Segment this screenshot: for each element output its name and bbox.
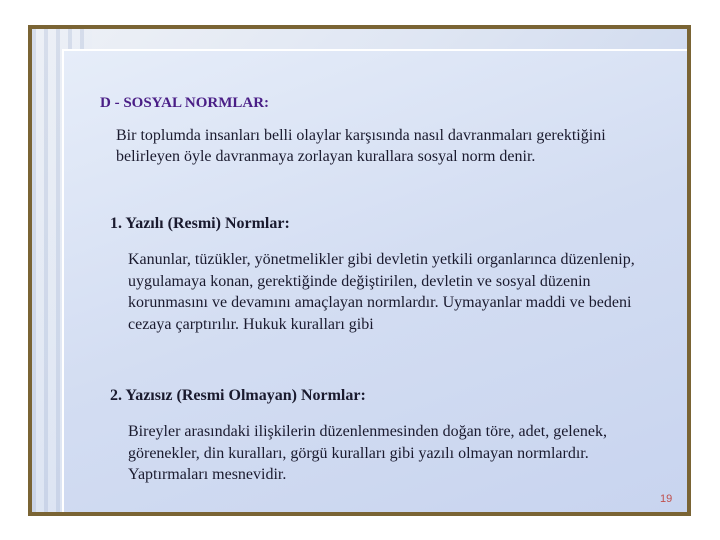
- section2-paragraph: [128, 421, 687, 486]
- section2-line: Yaptırmaları mesnevidir.: [128, 466, 287, 483]
- content-panel: [62, 49, 687, 512]
- section1-line: Kanunlar, tüzükler, yönetmelikler gibi devletin yetkili organlarınca düzenlenip,: [128, 251, 635, 268]
- section1-heading: 1. Yazılı (Resmi) Normlar:: [110, 215, 290, 232]
- intro-line: Bir toplumda insanları belli olaylar karşısında nasıl davranmaları gerektiğini: [116, 127, 606, 144]
- section1-line: korunmasını ve devamını amaçlayan normlardır. Uymayanlar maddi ve bedeni: [128, 294, 632, 311]
- section1-line: cezaya çarptırılır. Hukuk kuralları gibi: [128, 315, 374, 333]
- section2-line: görenekler, din kuralları, görgü kuralları gibi yazılı olmayan normlardır.: [128, 444, 589, 462]
- intro-line: belirleyen öyle davranmaya zorlayan kurallara sosyal norm denir.: [116, 148, 536, 165]
- section2-line: Bireyler arasındaki ilişkilerin düzenlenmesinden doğan töre, adet, gelenek,: [128, 423, 607, 440]
- slide-background: [32, 29, 687, 512]
- section2-heading: 2. Yazısız (Resmi Olmayan) Normlar:: [110, 387, 366, 404]
- page-number: 19: [660, 493, 673, 505]
- slide-title: D - SOSYAL NORMLAR:: [100, 95, 270, 111]
- slide-frame: [28, 25, 691, 516]
- section1-paragraph: [128, 249, 687, 335]
- section1-line: uygulamaya konan, gerektiğinde değiştirilen, devletin ve sosyal düzenin: [128, 272, 591, 290]
- intro-paragraph: [116, 125, 687, 167]
